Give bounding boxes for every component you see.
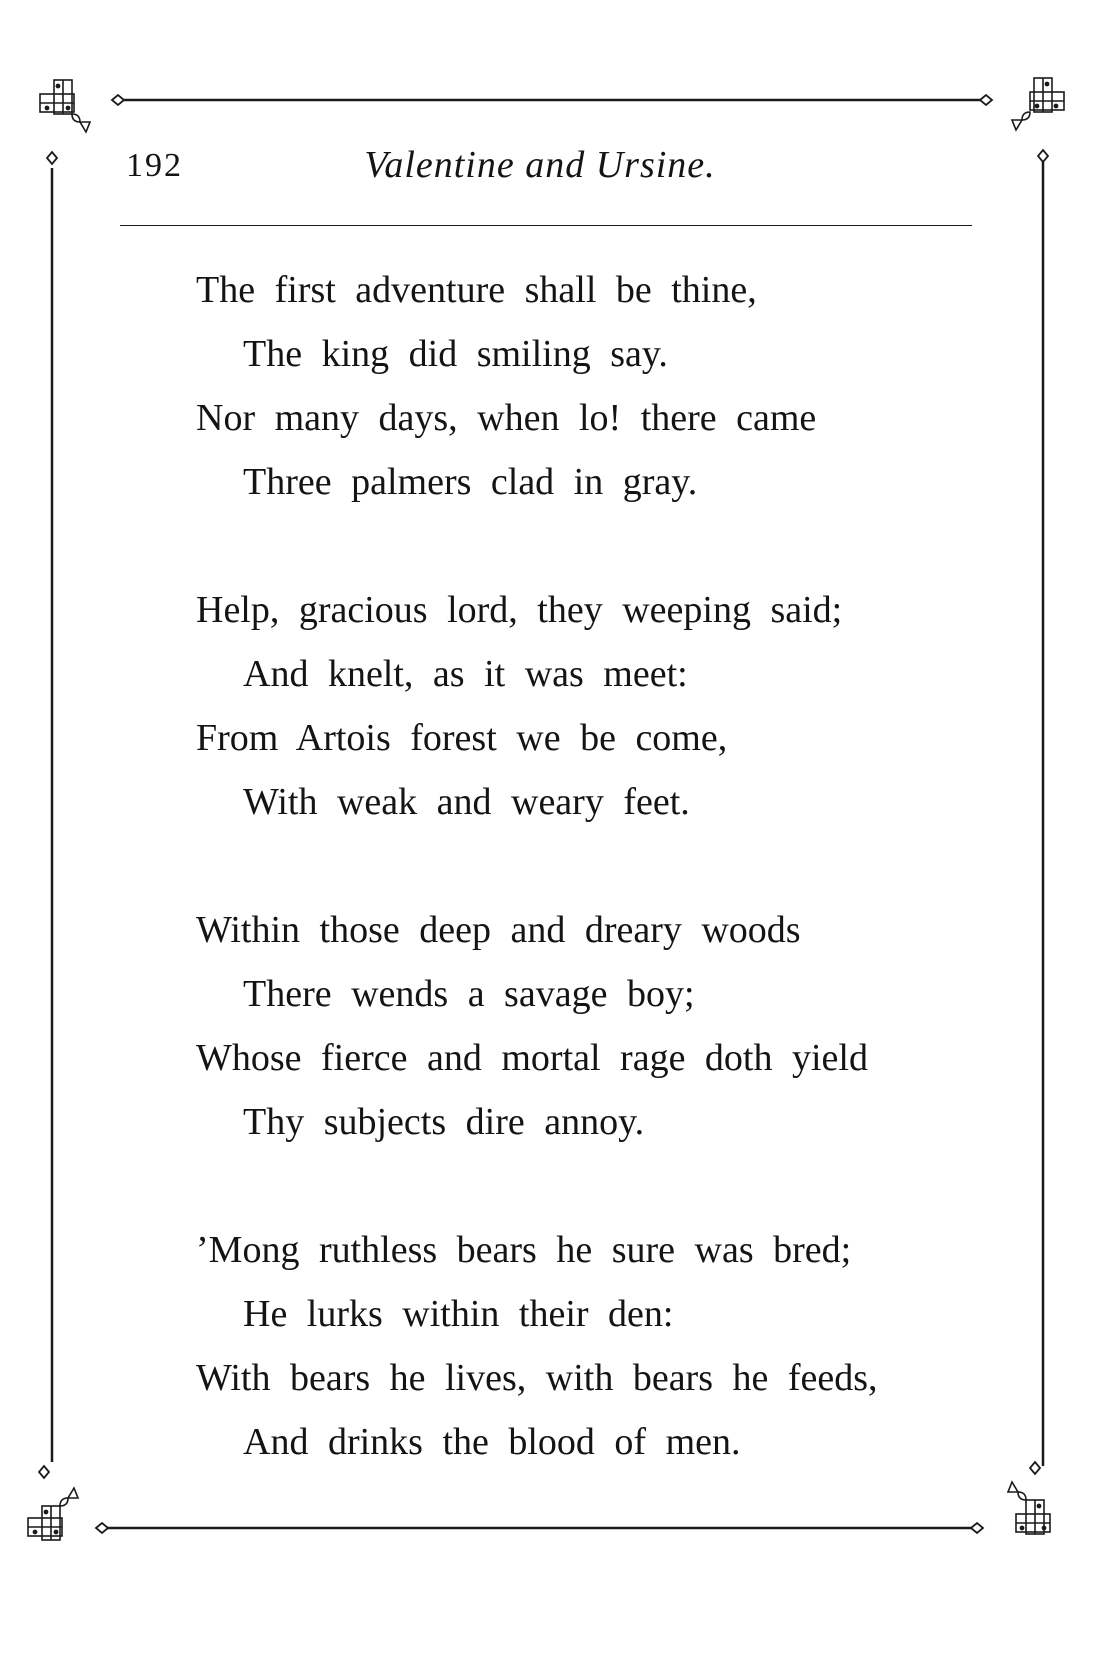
corner-ornament-top-right bbox=[1012, 78, 1064, 130]
verse-line: From Artois forest we be come, bbox=[196, 717, 728, 759]
verse-line: The first adventure shall be thine, bbox=[196, 269, 757, 311]
verse-line: Help, gracious lord, they weeping said; bbox=[196, 589, 843, 631]
verse-line: And knelt, as it was meet: bbox=[243, 653, 688, 695]
verse-line: He lurks within their den: bbox=[243, 1293, 674, 1335]
corner-ornament-top-left bbox=[40, 80, 90, 132]
verse-line: The king did smiling say. bbox=[243, 333, 668, 375]
verse-line: Whose fierce and mortal rage doth yield bbox=[196, 1037, 868, 1079]
verse-line: And drinks the blood of men. bbox=[243, 1421, 741, 1463]
stanza bbox=[0, 588, 1103, 908]
page-number: 192 bbox=[126, 147, 183, 184]
stanza bbox=[0, 268, 1103, 588]
verse-line: Within those deep and dreary woods bbox=[196, 909, 801, 951]
verse-line: ’Mong ruthless bears he sure was bred; bbox=[196, 1229, 852, 1271]
stanza bbox=[0, 908, 1103, 1228]
verse-line: Thy subjects dire annoy. bbox=[243, 1101, 645, 1143]
verse-line: Nor many days, when lo! there came bbox=[196, 397, 817, 439]
stanza bbox=[0, 1228, 1103, 1548]
verse-line: With weak and weary feet. bbox=[243, 781, 690, 823]
header-rule bbox=[120, 225, 972, 226]
verse-line: Three palmers clad in gray. bbox=[243, 461, 698, 503]
running-title: Valentine and Ursine. bbox=[364, 144, 716, 186]
verse-line: With bears he lives, with bears he feeds, bbox=[196, 1357, 878, 1399]
verse-line: There wends a savage boy; bbox=[243, 973, 695, 1015]
poem bbox=[0, 268, 1103, 1548]
